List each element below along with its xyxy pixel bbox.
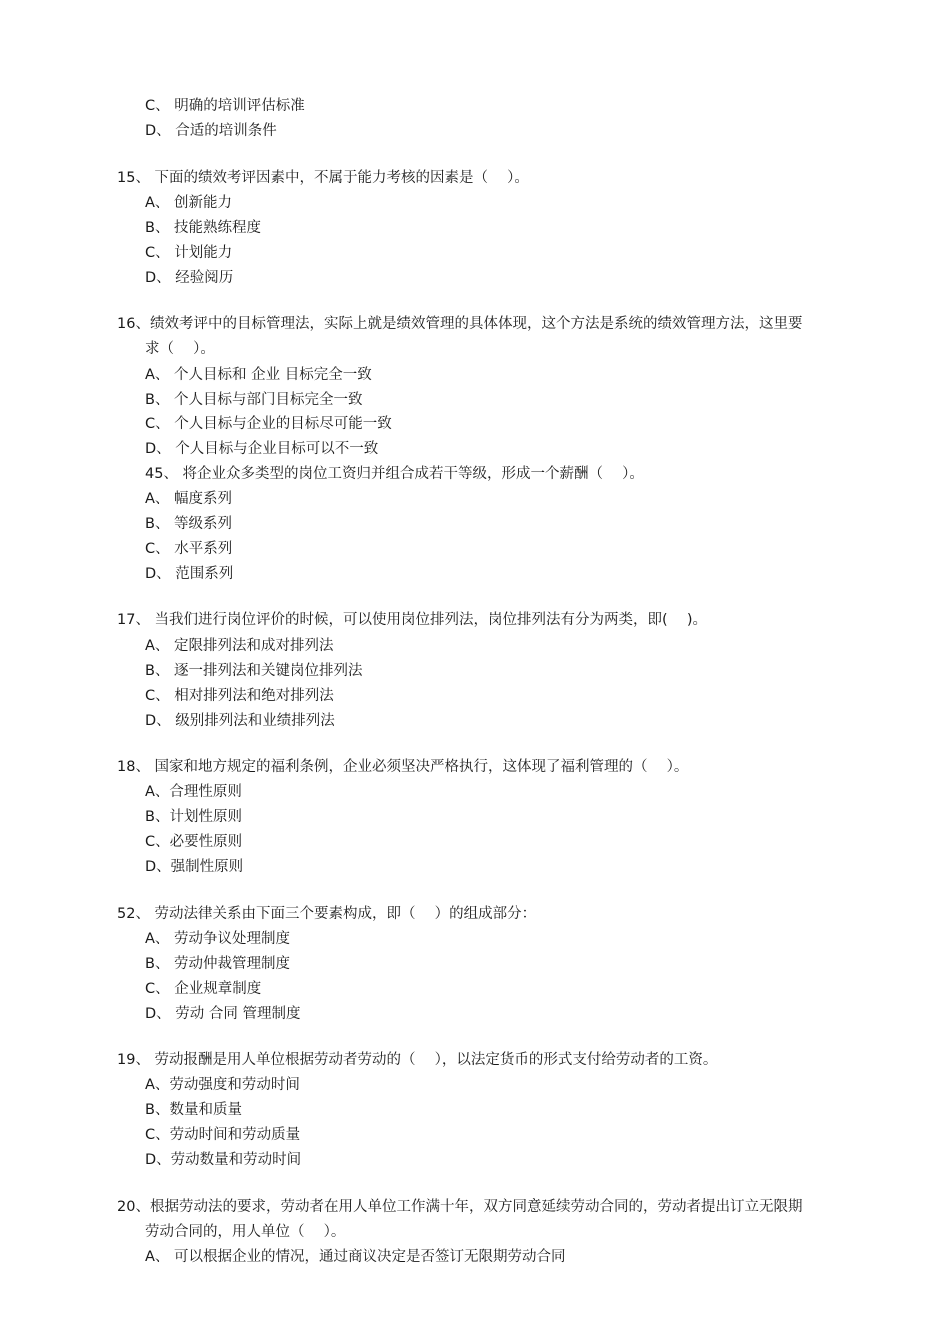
- option-c: C、 明确的培训评估标准: [145, 98, 305, 114]
- question-stem: 15、 下面的绩效考评因素中，不属于能力考核的因素是（ ）。: [117, 170, 529, 186]
- question-stem-continued: 求（ ）。: [145, 341, 215, 357]
- question-stem: 18、 国家和地方规定的福利条例，企业必须坚决严格执行，这体现了福利管理的（ ）。: [117, 759, 689, 775]
- option-b: B、 等级系列: [145, 516, 233, 532]
- question-stem-continued: 劳动合同的，用人单位（ ）。: [145, 1224, 346, 1240]
- question-stem: 19、 劳动报酬是用人单位根据劳动者劳动的（ ），以法定货币的形式支付给劳动者的工资。: [117, 1052, 718, 1068]
- option-d: D、 个人目标与企业目标可以不一致: [145, 441, 379, 457]
- option-c: C、 个人目标与企业的目标尽可能一致: [145, 416, 392, 432]
- option-b: B、数量和质量: [145, 1102, 242, 1118]
- option-a: A、 定限排列法和成对排列法: [145, 638, 334, 654]
- question-stem: 20、根据劳动法的要求，劳动者在用人单位工作满十年，双方同意延续劳动合同的，劳动者提出订立无限期: [117, 1199, 803, 1215]
- option-d: D、 经验阅历: [145, 270, 234, 286]
- question-stem: 45、 将企业众多类型的岗位工资归并组合成若干等级，形成一个薪酬（ ）。: [145, 466, 644, 482]
- option-c: C、必要性原则: [145, 834, 243, 850]
- option-c: C、 企业规章制度: [145, 981, 262, 997]
- option-c: C、 水平系列: [145, 541, 233, 557]
- question-stem: 17、 当我们进行岗位评价的时候，可以使用岗位排列法，岗位排列法有分为两类，即( )。: [117, 612, 707, 628]
- option-c: C、 计划能力: [145, 245, 233, 261]
- option-d: D、 劳动 合同 管理制度: [145, 1006, 301, 1022]
- option-d: D、强制性原则: [145, 859, 244, 875]
- option-b: B、 逐一排列法和关键岗位排列法: [145, 663, 363, 679]
- option-a: A、劳动强度和劳动时间: [145, 1077, 300, 1093]
- question-stem: 16、绩效考评中的目标管理法，实际上就是绩效管理的具体体现，这个方法是系统的绩效管理方法，这里要: [117, 316, 803, 332]
- option-c: C、劳动时间和劳动质量: [145, 1127, 301, 1143]
- option-d: D、劳动数量和劳动时间: [145, 1152, 302, 1168]
- option-d: D、 级别排列法和业绩排列法: [145, 713, 335, 729]
- option-d: D、 合适的培训条件: [145, 123, 277, 139]
- question-stem: 52、 劳动法律关系由下面三个要素构成，即（ ）的组成部分：: [117, 906, 537, 922]
- option-a: A、 可以根据企业的情况，通过商议决定是否签订无限期劳动合同: [145, 1249, 566, 1265]
- option-c: C、 相对排列法和绝对排列法: [145, 688, 334, 704]
- option-a: A、 劳动争议处理制度: [145, 931, 291, 947]
- option-a: A、 个人目标和 企业 目标完全一致: [145, 367, 372, 383]
- option-d: D、 范围系列: [145, 566, 234, 582]
- option-a: A、 创新能力: [145, 195, 233, 211]
- option-b: B、 个人目标与部门目标完全一致: [145, 392, 363, 408]
- option-b: B、 技能熟练程度: [145, 220, 262, 236]
- option-a: A、合理性原则: [145, 784, 242, 800]
- option-a: A、 幅度系列: [145, 491, 233, 507]
- option-b: B、 劳动仲裁管理制度: [145, 956, 291, 972]
- option-b: B、计划性原则: [145, 809, 242, 825]
